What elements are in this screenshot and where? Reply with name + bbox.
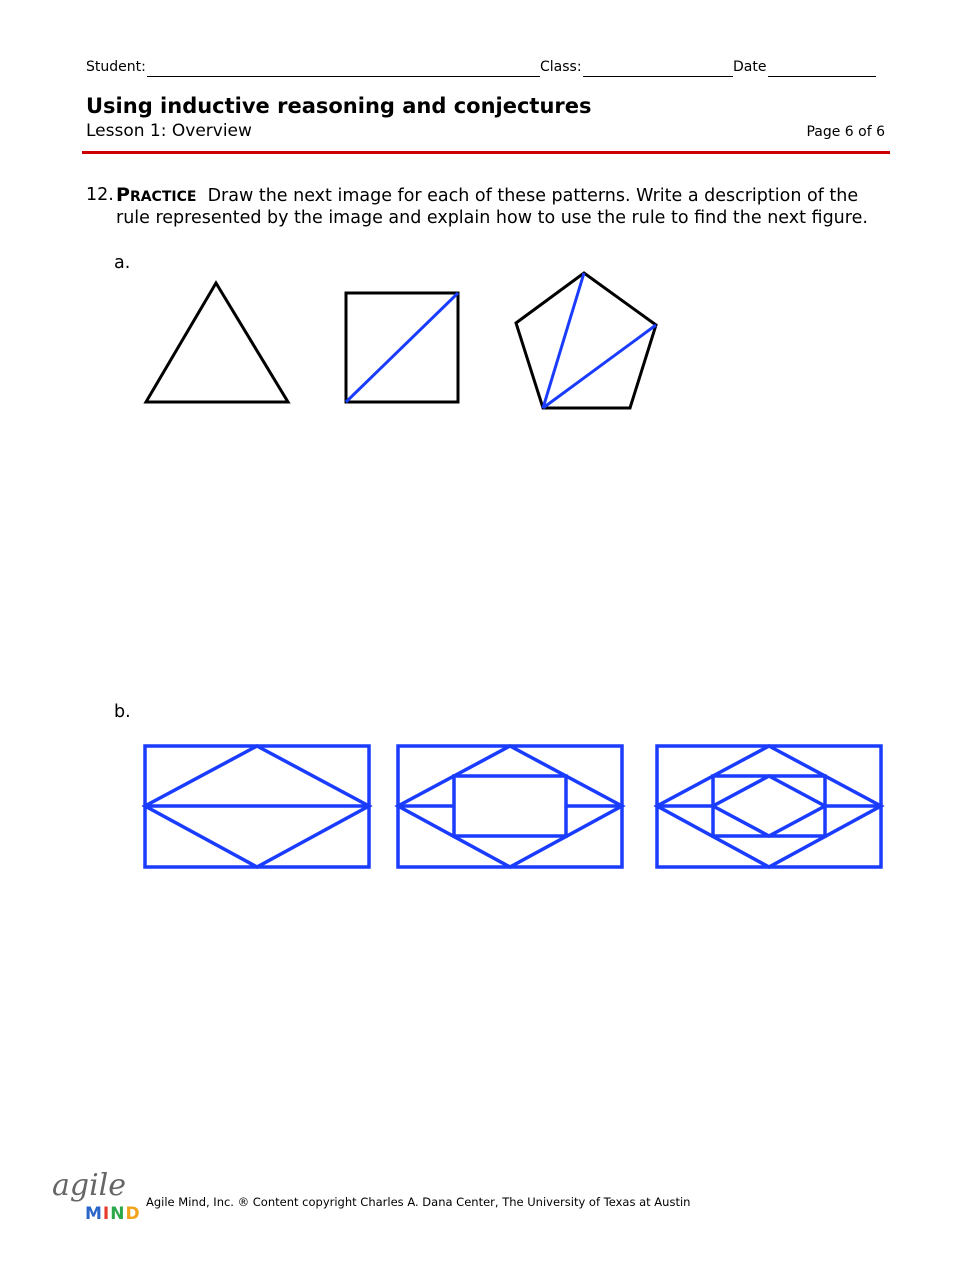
- question-text-1: Draw the next image for each of these patterns. Write a description of the: [207, 186, 859, 206]
- logo-letter: D: [125, 1204, 141, 1224]
- footer-copyright: Agile Mind, Inc. ® Content copyright Charles A. Dana Center, The University of Texas at Austin: [146, 1195, 691, 1209]
- page-title: Using inductive reasoning and conjectures: [86, 94, 592, 118]
- date-line[interactable]: [768, 60, 876, 77]
- student-label: Student:: [86, 59, 146, 75]
- rectangle-diamond-figure-3: [657, 746, 881, 867]
- logo-mind-word: [85, 1204, 141, 1224]
- agile-mind-logo: [52, 1168, 152, 1230]
- practice-label-initial: P: [116, 184, 130, 206]
- page-number: Page 6 of 6: [806, 124, 885, 140]
- part-a-label: a.: [114, 253, 131, 273]
- class-line[interactable]: [583, 60, 733, 77]
- logo-letter: M: [85, 1204, 103, 1224]
- pentagon-diagonal-2: [543, 325, 656, 408]
- part-b-label: b.: [114, 702, 131, 722]
- question-line-2: rule represented by the image and explain how to use the rule to find the next figure.: [116, 208, 868, 228]
- practice-label: [116, 184, 196, 206]
- square-diagonal: [346, 293, 458, 402]
- pentagon-diagonal-1: [543, 273, 584, 408]
- rectangle-diamond-figure-1: [145, 746, 369, 867]
- header-divider: [82, 151, 890, 154]
- date-label: Date: [733, 59, 767, 75]
- part-b-figures: [140, 740, 888, 872]
- class-label: Class:: [540, 59, 582, 75]
- lesson-subtitle: Lesson 1: Overview: [86, 121, 252, 141]
- logo-letter: N: [110, 1204, 126, 1224]
- part-a-figures: [140, 268, 665, 414]
- practice-label-rest: RACTICE: [129, 189, 197, 205]
- rectangle-diamond-figure-2: [398, 746, 622, 867]
- logo-script-word: agile: [52, 1168, 127, 1203]
- question-line-1: [116, 184, 858, 209]
- student-name-line[interactable]: [147, 60, 540, 77]
- question-number: 12.: [86, 185, 114, 205]
- triangle-figure: [146, 283, 288, 402]
- logo-letter: I: [102, 1204, 111, 1224]
